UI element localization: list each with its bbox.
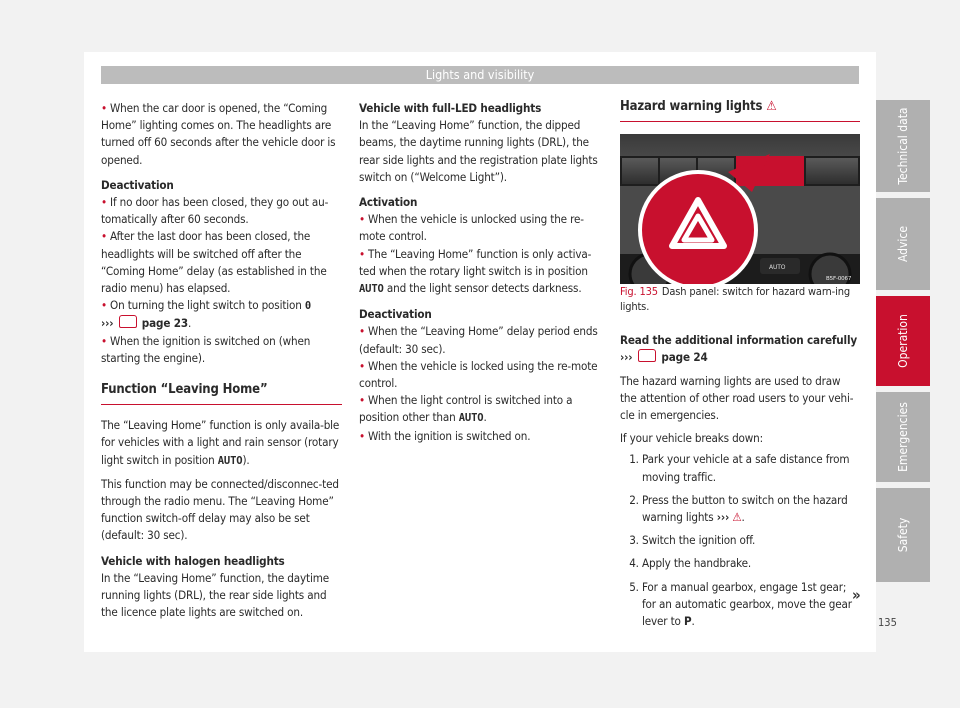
list-item: • When the vehicle is locked using the re-mote control. xyxy=(359,358,598,391)
paragraph: In the “Leaving Home” function, the daytime running lights (DRL), the rear side lights and the licence plate lights are switched on. xyxy=(101,570,329,620)
bullet-icon: • xyxy=(101,101,108,115)
paragraph: If your vehicle breaks down: xyxy=(620,431,763,446)
tab-operation[interactable]: Operation xyxy=(876,296,930,386)
tab-emergencies[interactable]: Emergencies xyxy=(876,392,930,482)
figure-code: B5F-0067 xyxy=(826,276,852,283)
bullet-icon: • xyxy=(359,358,366,373)
bullet-icon: • xyxy=(359,212,366,227)
subheading-deactivation: Deactivation xyxy=(359,307,432,322)
paragraph: This function may be connected/disconnec-ted through the radio menu. The “Leaving Home” function switch-off delay may also be set (default: 30 sec). xyxy=(101,476,339,543)
list-item: • When the light control is switched into a position other than AUTO. xyxy=(359,393,573,425)
tab-advice[interactable]: Advice xyxy=(876,198,930,290)
fig-auto-label: AUTO xyxy=(769,264,786,272)
paragraph: The “Leaving Home” function is only availa-ble for vehicles with a light and rain sensor (rotary light switch in position AUTO). xyxy=(101,418,340,467)
bullet-icon: • xyxy=(359,246,366,261)
read-info-reference: ››› page 24 xyxy=(620,350,708,365)
light-switch-zero-symbol: 0 xyxy=(304,300,312,313)
list-item: • If no door has been closed, they go out au-tomatically after 60 seconds. xyxy=(101,195,329,227)
subheading-activation: Activation xyxy=(359,195,418,210)
section-title-leaving-home: Function “Leaving Home” xyxy=(101,381,342,405)
list-item: • With the ignition is switched on. xyxy=(359,428,531,443)
list-item: • When the “Leaving Home” delay period ends (default: 30 sec). xyxy=(359,324,598,356)
list-item: • After the last door has been closed, the headlights will be switched off after the “Coming Home” delay (as established in the radio menu) has elapsed. xyxy=(101,229,327,296)
continue-marker: » xyxy=(852,586,861,604)
list-item: • The “Leaving Home” function is only activa-ted when the rotary light switch is in position AUTO and the light sensor detects darkness. xyxy=(359,246,592,296)
column-2 xyxy=(359,100,600,445)
warning-triangle-icon: ⚠ xyxy=(732,510,742,525)
figure-number: Fig. 135 xyxy=(620,285,658,299)
subheading-full-led: Vehicle with full-LED headlights xyxy=(359,101,542,115)
bullet-icon: • xyxy=(101,298,108,313)
breakdown-steps xyxy=(620,451,860,630)
bullet-icon: • xyxy=(101,229,108,244)
auto-symbol: AUTO xyxy=(217,454,243,467)
book-ref-icon xyxy=(638,349,656,362)
auto-symbol: AUTO xyxy=(359,283,384,296)
list-item: 1. Park your vehicle at a safe distance from moving traffic. xyxy=(642,451,860,485)
paragraph: • When the car door is opened, the “Coming Home” lighting comes on. The headlights are turned off 60 seconds after the vehicle door is opened. xyxy=(101,101,336,167)
bullet-icon: • xyxy=(101,333,108,348)
chapter-header: Lights and visibility xyxy=(101,66,859,84)
bullet-icon: • xyxy=(359,428,366,443)
figure-caption: Fig. 135 Dash panel: switch for hazard warn-ing lights. xyxy=(620,285,850,314)
subheading-halogen: Vehicle with halogen headlights xyxy=(101,553,285,568)
list-item: 5. For a manual gearbox, engage 1st gear; for an automatic gearbox, move the gear lever to P. xyxy=(642,579,860,631)
list-item: 2. Press the button to switch on the hazard warning lights ››› ⚠. xyxy=(642,492,860,526)
bullet-icon: • xyxy=(359,324,366,339)
bullet-icon: • xyxy=(101,195,108,210)
paragraph: The hazard warning lights are used to draw the attention of other road users to your vehi-cle in emergencies. xyxy=(620,373,854,423)
list-item: 4. Apply the handbrake. xyxy=(642,555,860,572)
auto-symbol: AUTO xyxy=(458,412,484,425)
column-3 xyxy=(620,100,860,636)
page-number: 135 xyxy=(878,616,897,629)
dash-panel-illustration xyxy=(620,134,860,284)
subheading-deactivation: Deactivation xyxy=(101,177,174,192)
bullet-icon: • xyxy=(359,393,366,408)
list-item: • When the ignition is switched on (when starting the engine). xyxy=(101,333,311,365)
figure-dash-panel xyxy=(620,134,860,284)
paragraph: In the “Leaving Home” function, the dipped beams, the daytime running lights (DRL), the rear side lights and the registration plate lights switch on (“Welcome Light”). xyxy=(359,118,598,184)
tab-technical-data[interactable]: Technical data xyxy=(876,100,930,192)
hazard-magnified-circle xyxy=(640,172,756,284)
column-1 xyxy=(101,100,342,621)
page-reference-link[interactable]: page 23 xyxy=(141,316,188,331)
page-reference-link[interactable]: page 24 xyxy=(661,350,708,365)
read-info-heading: Read the additional information carefully xyxy=(620,333,858,348)
list-item: 3. Switch the ignition off. xyxy=(642,532,860,549)
list-item: • When the vehicle is unlocked using the re-mote control. xyxy=(359,212,584,244)
warning-triangle-icon: ⚠ xyxy=(766,99,777,114)
book-ref-icon xyxy=(119,315,137,328)
section-title-hazard-warning: Hazard warning lights ⚠ xyxy=(620,98,860,122)
tab-safety[interactable]: Safety xyxy=(876,488,930,582)
cross-ref-arrows: ››› xyxy=(101,316,114,331)
list-item: • On turning the light switch to position 0 ››› page 23. xyxy=(101,298,312,331)
